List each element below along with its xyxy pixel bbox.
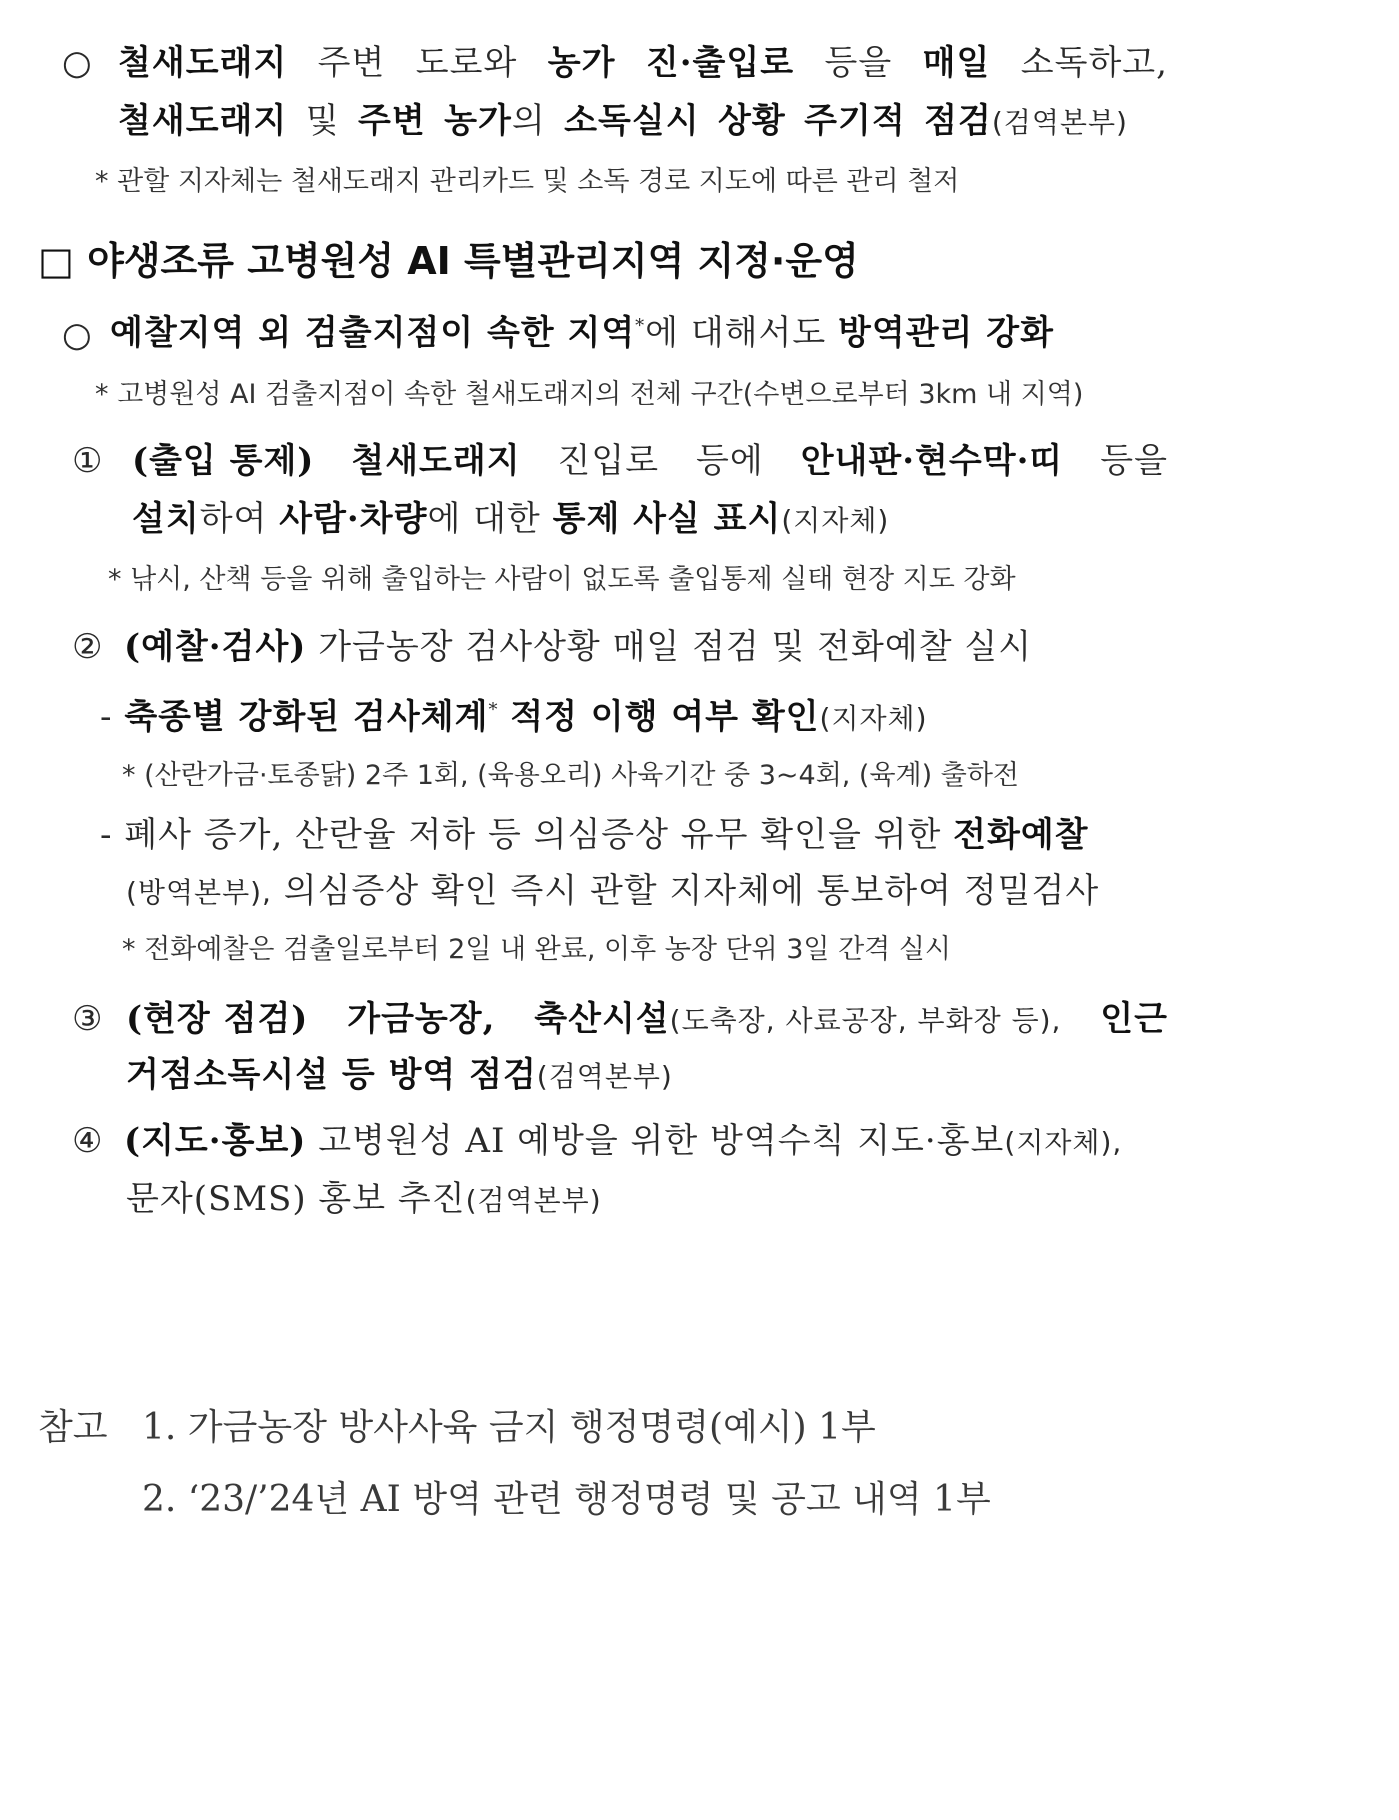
- text-segment: 철새도래지: [118, 43, 288, 83]
- footnote: * 전화예찰은 검출일로부터 2일 내 완료, 이후 농장 단위 3일 간격 실시: [122, 934, 951, 965]
- item-number: ③: [72, 999, 104, 1039]
- text-segment: 방역관리 강화: [838, 313, 1054, 353]
- para-line: [124, 627, 1033, 667]
- reference-item-2: 2. ‘23/’24년 AI 방역 관련 행정명령 및 공고 내역 1부: [142, 1479, 991, 1520]
- text-segment: 소독하고,: [1020, 43, 1168, 83]
- section-title: 야생조류 고병원성 AI 특별관리지역 지정·운영: [87, 239, 859, 283]
- agency-tag: (지자체),: [1004, 1126, 1123, 1159]
- para-line-2: [118, 101, 1128, 141]
- text-segment: 철새도래지: [351, 441, 521, 481]
- text-segment: 가금농장 검사상황 매일 점검 및 전화예찰 실시: [318, 627, 1033, 667]
- para-line: [124, 1121, 1123, 1161]
- item-number: ①: [72, 441, 104, 481]
- item-number: ④: [72, 1121, 104, 1161]
- item-number: ②: [72, 627, 104, 667]
- text-segment: 진·출입로: [645, 43, 795, 83]
- text-segment: 농가: [444, 101, 512, 141]
- text-segment: 적정 이행 여부 확인: [510, 697, 820, 737]
- section-heading: [38, 239, 859, 283]
- dash-marker: -: [100, 815, 113, 855]
- text-segment: 에 대해서도: [645, 313, 827, 353]
- text-segment: 주기적: [804, 101, 906, 141]
- text-segment: 의: [511, 101, 546, 141]
- text-segment: 및: [305, 101, 340, 141]
- para-line: [100, 697, 928, 737]
- text-segment: 고병원성 AI 예방을 위한 방역수칙 지도·홍보: [318, 1121, 1005, 1161]
- text-segment: (현장 점검): [126, 999, 309, 1039]
- text-segment: 소독실시: [564, 101, 700, 141]
- para-line-1: [118, 43, 1168, 83]
- para-line: [126, 1179, 602, 1219]
- text-segment: 도로와: [415, 43, 518, 83]
- text-segment: 안내판·현수막·띠: [800, 441, 1064, 481]
- footnote: * 낚시, 산책 등을 위해 출입하는 사람이 없도록 출입통제 실태 현장 지도 강화: [108, 564, 1016, 595]
- text-segment: 하여: [199, 499, 268, 539]
- para-line: [126, 1055, 673, 1095]
- text-segment: 예찰지역 외 검출지점이 속한 지역: [110, 313, 636, 353]
- footnote-mark: *: [488, 699, 499, 721]
- text-segment: 축산시설: [534, 999, 670, 1039]
- text-segment: 통제 사실 표시: [552, 499, 782, 539]
- text-segment: 농가: [547, 43, 616, 83]
- text-segment: 축종별 강화된 검사체계: [124, 697, 489, 737]
- text-segment: 문자(SMS) 홍보 추진: [126, 1179, 466, 1219]
- agency-tag: (지자체): [781, 504, 890, 537]
- text-segment: 점검: [924, 101, 992, 141]
- para-line: [110, 313, 1054, 353]
- text-segment: 진입로: [557, 441, 660, 481]
- dash-marker: -: [100, 697, 113, 737]
- footnote: * (산란가금·토종닭) 2주 1회, (육용오리) 사육기간 중 3~4회, (육계) 출하전: [122, 760, 1019, 791]
- para-line: [126, 871, 1100, 911]
- text-segment: (출입 통제): [132, 441, 315, 481]
- agency-tag: (방역본부),: [126, 876, 272, 909]
- agency-tag: (검역본부): [536, 1060, 673, 1093]
- text-segment: (예찰·검사): [124, 627, 307, 667]
- agency-tag: (검역본부): [991, 106, 1128, 139]
- reference-label: 참고: [38, 1407, 108, 1448]
- footnote: * 관할 지자체는 철새도래지 관리카드 및 소독 경로 지도에 따른 관리 철저: [95, 166, 960, 197]
- text-segment: 폐사 증가, 산란율 저하 등 의심증상 유무 확인을 위한: [124, 815, 942, 855]
- text-segment: 등에: [696, 441, 764, 481]
- text-segment: 상황: [718, 101, 786, 141]
- para-line: [132, 441, 1168, 481]
- text-segment: 에 대한: [427, 499, 541, 539]
- text-segment: 의심증상 확인 즉시 관할 지자체에 통보하여 정밀검사: [283, 871, 1100, 911]
- text-segment: 등을: [1100, 441, 1168, 481]
- text-segment: 전화예찰: [953, 815, 1089, 855]
- para-line: [132, 499, 890, 539]
- text-segment: 거점소독시설 등 방역 점검: [126, 1055, 537, 1095]
- reference-item-1: 1. 가금농장 방사사육 금지 행정명령(예시) 1부: [142, 1407, 876, 1448]
- text-segment: 등을: [824, 43, 893, 83]
- text-segment: (도축장, 사료공장, 부화장 등),: [669, 1004, 1062, 1037]
- footnote-mark: *: [635, 315, 646, 337]
- para-line: [100, 815, 1089, 855]
- text-segment: 매일: [922, 43, 991, 83]
- text-segment: 주변: [317, 43, 386, 83]
- checkbox-icon: □: [38, 239, 74, 283]
- text-segment: 철새도래지: [118, 101, 288, 141]
- para-line: [126, 999, 1168, 1039]
- text-segment: (지도·홍보): [124, 1121, 307, 1161]
- text-segment: 설치: [132, 499, 200, 539]
- text-segment: 가금농장,: [347, 999, 496, 1039]
- agency-tag: (지자체): [819, 702, 928, 735]
- text-segment: 인근: [1100, 999, 1168, 1039]
- bullet-circle: ○: [62, 315, 93, 355]
- footnote: * 고병원성 AI 검출지점이 속한 철새도래지의 전체 구간(수변으로부터 3km 내 지역): [95, 379, 1084, 410]
- text-segment: 주변: [358, 101, 426, 141]
- bullet-circle: ○: [62, 43, 93, 83]
- agency-tag: (검역본부): [465, 1184, 602, 1217]
- text-segment: 사람·차량: [279, 499, 428, 539]
